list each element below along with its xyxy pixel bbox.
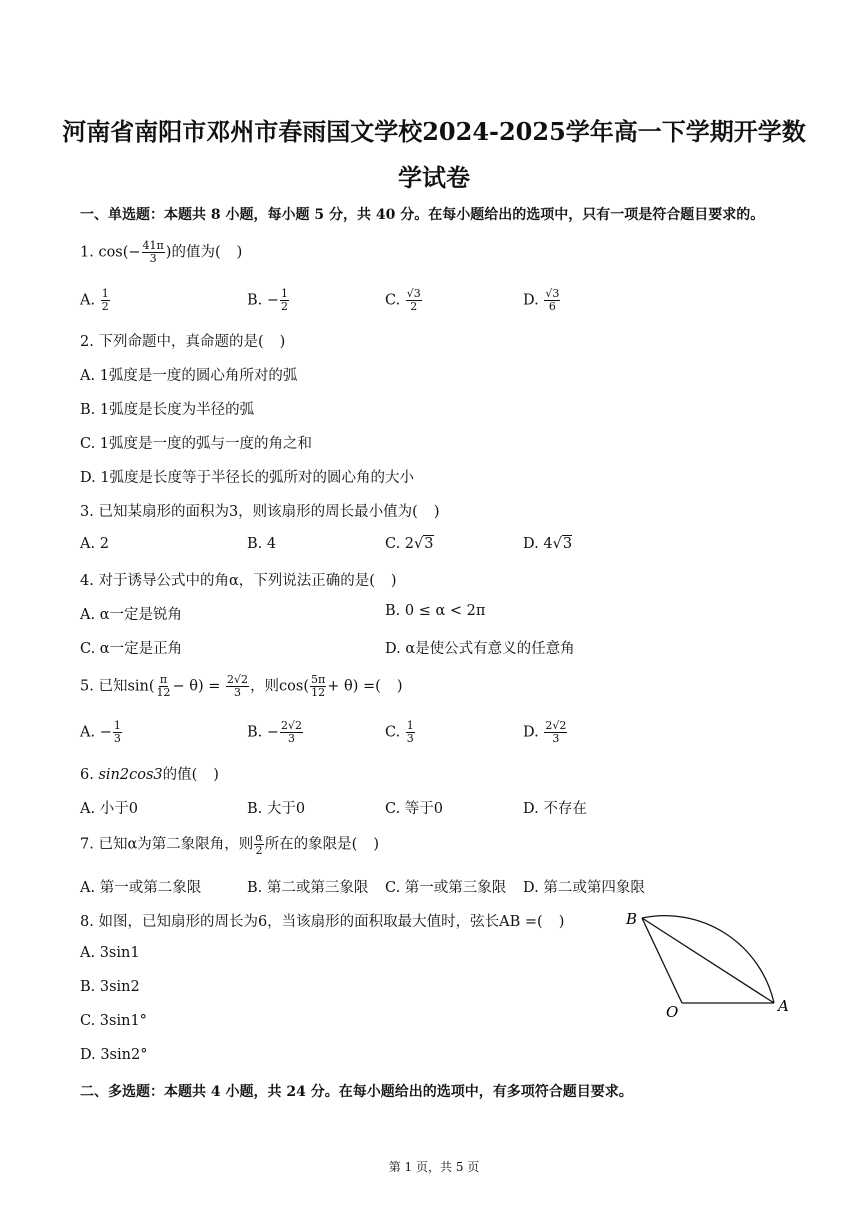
question-2-option-b: B. 1弧度是长度为半径的弧 [80,402,255,418]
question-8-option-d: D. 3sin2° [80,1047,148,1063]
question-3-option-c: C. 2√3 [385,536,434,552]
question-2-stem: 2. 下列命题中，真命题的是( ) [80,334,286,350]
question-2-option-c: C. 1弧度是一度的弧与一度的角之和 [80,436,313,452]
question-7-option-b: B. 第二或第三象限 [247,880,369,896]
question-4-option-a: A. α一定是锐角 [80,607,182,623]
question-4-stem: 4. 对于诱导公式中的角α，下列说法正确的是( ) [80,573,397,589]
label-o: O [666,1003,679,1021]
question-5-option-b: B. − $\frac{2√2}{3}$ [247,719,303,745]
question-4-option-d: D. α是使公式有意义的任意角 [385,641,575,657]
question-1-option-a: A. $\frac{1}{2}$ [80,287,109,313]
question-8-stem: 8. 如图，已知扇形的周长为6，当该扇形的面积取最大值时，弦长AB =( ) [80,914,565,930]
label-b: B [626,910,638,928]
question-6-option-a: A. 小于0 [80,801,138,817]
question-6-option-c: C. 等于0 [385,801,444,817]
question-4-option-b: B. 0 ≤ α < 2π [385,603,486,619]
question-2-option-d: D. 1弧度是长度等于半径长的弧所对的圆心角的大小 [80,470,415,486]
question-6-option-b: B. 大于0 [247,801,306,817]
section-header-multi-choice: 二、多选题：本题共 4 小题，共 24 分。在每小题给出的选项中，有多项符合题目要求。 [80,1084,633,1100]
question-7-stem: 7. 已知α为第二象限角，则 $\frac{\alpha}{2}$ 所在的象限是( ) [80,831,380,857]
question-1-stem: 1. cos(− $\frac{41\pi}{3}$ )的值为( ) [80,239,243,265]
question-7-option-c: C. 第一或第三象限 [385,880,507,896]
question-3-stem: 3. 已知某扇形的面积为3，则该扇形的周长最小值为( ) [80,504,440,520]
question-5-option-c: C. $\frac{1}{3}$ [385,719,414,745]
question-3-option-a: A. 2 [80,536,109,552]
question-8-option-c: C. 3sin1° [80,1013,147,1029]
sector-figure [620,900,800,1030]
question-8-option-a: A. 3sin1 [80,945,140,961]
question-5-stem: 5. 已知sin( $\frac{\pi}{12}$ − θ) = $\frac{2√2}{3}$ ，则cos( $\frac{5\pi}{12}$ + θ) =( ) [80,673,403,699]
question-1-option-b: B. − $\frac{1}{2}$ [247,287,289,313]
question-3-option-d: D. 4√3 [523,536,573,552]
question-8-option-b: B. 3sin2 [80,979,140,995]
question-7-option-d: D. 第二或第四象限 [523,880,645,896]
question-7-option-a: A. 第一或第二象限 [80,880,202,896]
question-3-option-b: B. 4 [247,536,277,552]
title-line-2: 学试卷 [398,163,470,192]
question-4-option-c: C. α一定是正角 [80,641,183,657]
question-1-option-c: C. $\frac{√3}{2}$ [385,287,421,313]
question-6-stem: 6. sin2cos3的值( ) [80,767,219,783]
label-a: A [778,997,789,1015]
question-5-option-d: D. $\frac{2√2}{3}$ [523,719,567,745]
question-2-option-a: A. 1弧度是一度的圆心角所对的弧 [80,368,298,384]
question-1-option-d: D. $\frac{√3}{6}$ [523,287,560,313]
question-6-option-d: D. 不存在 [523,801,587,817]
page-footer: 第 1 页，共 5 页 [388,1160,480,1174]
title-line-1: 河南省南阳市邓州市春雨国文学校2024-2025学年高一下学期开学数 [62,117,806,146]
section-header-single-choice: 一、单选题：本题共 8 小题，每小题 5 分，共 40 分。在每小题给出的选项中，只有一项是符合题目要求的。 [80,207,765,223]
question-5-option-a: A. − $\frac{1}{3}$ [80,719,121,745]
